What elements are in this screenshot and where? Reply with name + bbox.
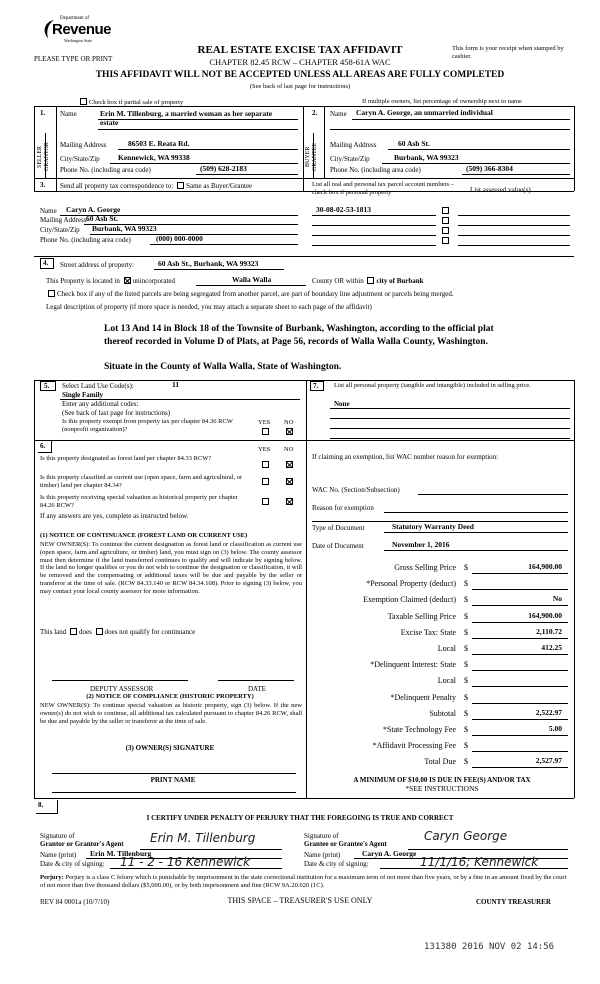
tax-row-label: *State Technology Fee [382,725,456,734]
minimum-due-note: A MINIMUM OF $10.00 IS DUE IN FEE(S) AND/OR TAX [353,776,531,784]
section-7-number: 7. [313,382,319,390]
land-does-checkbox[interactable] [70,628,77,635]
tax-row-currency: $ [464,725,468,734]
tax-row-currency: $ [464,595,468,604]
current-use-no-checkbox[interactable] [286,478,293,485]
grantee-date-city[interactable]: 11/1/16; Kennewick [420,855,539,869]
tax-city-label: City/State/Zip [40,226,80,234]
grantee-sig-label [304,832,387,848]
grantor-sig-label-a: Signature of [40,832,75,840]
partial-sale-label: Check box if partial sale of property [89,99,184,106]
assessed-value-label: List assessed value(s) [470,186,531,194]
segregated-checkbox[interactable] [48,290,55,297]
see-back-note: (See back of last page for instructions) [249,83,351,90]
tax-row-value[interactable]: 412.25 [541,643,562,652]
buyer-phone-label: Phone No. (including area code) [330,166,421,174]
segregated-row [46,290,454,298]
warning-banner: THIS AFFIDAVIT WILL NOT BE ACCEPTED UNLESS ALL AREAS ARE FULLY COMPLETED [95,70,505,80]
tax-row-label: Subtotal [429,709,456,718]
parcel-1-personal-checkbox[interactable] [442,207,449,214]
grantor-name[interactable]: Erin M. Tillenburg [90,849,152,858]
deputy-assessor-label: DEPUTY ASSESSOR [90,685,154,693]
s6-no-header: NO [284,446,294,453]
tax-row-currency: $ [464,693,468,702]
exempt-no-checkbox[interactable] [286,428,293,435]
tax-row-currency: $ [464,612,468,621]
continuance-row [40,628,195,636]
this-land-label: This land [40,628,67,636]
additional-codes-label: Enter any additional codes: [62,400,139,408]
grantee-name-label: Name (print) [304,851,341,859]
does-not-label: does not qualify for continuance [104,628,196,636]
send-correspondence-label: Send all property tax correspondence to: [60,182,174,190]
legal-situate[interactable]: Situate in the County of Walla Walla, State of Washington. [104,362,342,372]
tax-row-currency: $ [464,579,468,588]
receipt-note: This form is your receipt when stamped by cashier. [452,45,564,60]
assessor-date-label: DATE [248,685,266,693]
tax-row-value[interactable]: No [552,594,562,603]
grantor-date-label: Date & city of signing: [40,860,105,868]
tax-row-label: *Delinquent Penalty [390,693,456,702]
within-city-checkbox[interactable] [367,277,374,284]
section-1-number: 1. [40,109,46,117]
notice-compliance-title: (2) NOTICE OF COMPLIANCE (HISTORIC PROPERTY) [86,693,254,700]
land-use-label: Select Land Use Code(s): [62,382,134,390]
tax-row-label: *Personal Property (deduct) [366,579,456,588]
seller-phone[interactable]: (509) 628-2183 [200,164,247,173]
personal-property-value[interactable]: None [334,400,350,408]
notice-continuance-title: (1) NOTICE OF CONTINUANCE (FOREST LAND OR CURRENT USE) [40,532,248,539]
grantor-date-city[interactable]: 11 - 2 - 16 Kennewick [120,855,251,869]
exempt-yes-checkbox[interactable] [262,428,269,435]
land-does-not-checkbox[interactable] [96,628,103,635]
does-label: does [79,628,92,636]
tax-row-currency: $ [464,628,468,637]
doc-date[interactable]: November 1, 2016 [392,540,450,549]
parcel-personal-checkboxes [440,207,451,245]
historic-question: Is this property receiving special valuation as historical property per chapter 84.26 RCW? [40,494,238,509]
historic-yes-checkbox[interactable] [262,498,269,505]
tax-mailing-label: Mailing Address [40,216,87,224]
buyer-grantee-label: BUYER GRANTEE [305,143,318,171]
notice-continuance-text: NEW OWNER(S): To continue the current designation as forest land or classification as current use (open space, farm and agriculture, or timber) land, you must sign on (3) below. The county assessor must then determine if the land transferred continues to qualify and will indicate by signing below. If the land no longer qualifies or you do not wish to continue the designation or classification, it will be removed and the compensating or additional taxes will be due and payable by the seller or transferor at the time of sale. (RCW 84.33.140 or RCW 84.34.108). Prior to signing (3) below, you may contact your local county assessor for more information. [40,541,302,595]
legal-description[interactable]: Lot 13 And 14 in Block 18 of the Townsite of Burbank, Washington, according to the official plat thereof recorded in Volume D of Plats, at Page 56, records of Walla Walla County, Washington. [104,324,494,347]
buyer-city-label: City/State/Zip [330,155,370,163]
tax-row-currency: $ [464,709,468,718]
parcel-4-personal-checkbox[interactable] [442,237,449,244]
buyer-name[interactable]: Caryn A. George, an unmarried individual [356,108,493,117]
buyer-city[interactable]: Burbank, WA 99323 [394,153,459,162]
send-correspondence-row [60,182,252,190]
street-label: Street address of property: [60,261,135,269]
grantee-name[interactable]: Caryn A. George [362,849,417,858]
doc-type[interactable]: Statutory Warranty Deed [392,522,474,531]
tax-row-label: Local [437,644,456,653]
section-8-number: 8. [38,801,44,809]
section-3-number: 3. [40,181,46,189]
treasurer-use-note: THIS SPACE – TREASURER'S USE ONLY [227,896,373,905]
print-instruction: PLEASE TYPE OR PRINT [34,55,113,63]
wac-label: WAC No. (Section/Subsection) [312,486,400,494]
grantee-agent-label: Grantee or Grantee's Agent [304,840,387,849]
tax-name-label: Name [40,207,57,215]
exemption-label: If claiming an exemption, list WAC number reason for exemption: [312,453,499,461]
forest-yes-checkbox[interactable] [262,461,269,468]
unincorporated-checkbox[interactable] [124,277,131,284]
land-use-desc[interactable]: Single Family [62,391,104,399]
forest-land-question: Is this property designated as forest land per chapter 84.33 RCW? [40,455,212,462]
section-4-number: 4. [43,259,49,267]
current-use-yes-checkbox[interactable] [262,478,269,485]
tax-row-value[interactable]: 2,527.97 [535,756,562,765]
tax-row-value[interactable]: 2,522.97 [535,708,562,717]
street-address[interactable]: 60 Ash St., Burbank, WA 99323 [158,259,259,268]
land-use-code[interactable]: 11 [172,380,180,389]
tax-row-label: Local [437,676,456,685]
land-use-see-back: (See back of last page for instructions) [62,409,171,417]
buyer-mailing[interactable]: 60 Ash St. [398,139,430,148]
tax-phone-label: Phone No. (including area code) [40,236,131,244]
location-row [46,277,175,285]
tax-row-value[interactable]: 2,110.72 [536,627,562,636]
logo-state-text: Washington State [64,38,93,43]
multiple-owners-note: If multiple owners, list percentage of ownership next to name [362,98,522,105]
tax-row-value[interactable]: 5.00 [548,724,562,733]
certify-statement: I CERTIFY UNDER PENALTY OF PERJURY THAT THE FOREGOING IS TRUE AND CORRECT [146,814,454,822]
parcel-list-label: List all real and personal tax parcel account numbers – check box if personal property [312,181,455,196]
tax-row-label: Taxable Selling Price [387,612,456,621]
see-instructions-note: *SEE INSTRUCTIONS [405,784,479,793]
grantor-name-label: Name (print) [40,851,77,859]
tax-row-label: Excise Tax: State [400,628,456,637]
grantor-sig-label [40,832,124,848]
tax-row-label: *Delinquent Interest: State [370,660,456,669]
historic-no-checkbox[interactable] [286,498,293,505]
personal-property-label: List all personal property (tangible and intangible) included in selling price. [334,382,531,389]
county-or-label: County OR within [312,277,364,285]
section-5-number: 5. [44,382,50,390]
seller-grantor-label: SELLER GRANTOR [37,142,50,172]
if-yes-note: If any answers are yes, complete as instructed below. [40,512,189,520]
s5-no-header: NO [284,419,294,426]
buyer-mailing-label: Mailing Address [330,141,377,149]
seller-mailing-label: Mailing Address [60,141,107,149]
parcel-3-personal-checkbox[interactable] [442,227,449,234]
s6-yes-header: YES [258,446,271,453]
tax-row-label: Gross Selling Price [394,563,456,572]
form-revision: REV 84 0001a (10/7/10) [40,898,110,906]
form-chapter: CHAPTER 82.45 RCW – CHAPTER 458-61A WAC [209,57,391,67]
tax-row-label: *Affidavit Processing Fee [372,741,456,750]
grantee-signature[interactable]: Caryn George [424,829,508,843]
county-name[interactable]: Walla Walla [232,275,272,284]
seller-name[interactable]: Erin M. Tillenburg, a married woman as her separate estate [100,109,273,127]
grantor-agent-label: Grantor or Grantor's Agent [40,840,124,849]
perjury-label: Perjury: [40,874,64,881]
city-of-label: city of Burbank [376,277,424,285]
segregated-label: Check box if any of the listed parcels are being segregated from another parcel, are part of boundary line adjustment or parcels being merged. [57,290,454,298]
exempt-question: Is this property exempt from property tax per chapter 84.36 RCW (nonprofit organization)? [62,418,233,433]
logo-dept-text: Department of [60,16,90,21]
grantor-signature[interactable]: Erin M. Tillenburg [150,831,256,845]
doc-type-label: Type of Document [312,524,365,532]
tax-row-currency: $ [464,676,468,685]
grantee-sig-label-a: Signature of [304,832,339,840]
print-name-label: PRINT NAME [150,776,196,784]
same-as-buyer-checkbox[interactable] [177,182,184,189]
tax-row-value[interactable]: 164,900.00 [528,611,562,620]
owner-signature-label: (3) OWNER(S) SIGNATURE [125,744,215,752]
same-as-buyer-label: Same as Buyer/Grantee [186,182,253,190]
tax-city[interactable]: Burbank, WA 99323 [92,224,157,233]
tax-name[interactable]: Caryn A. George [66,205,121,214]
s5-yes-header: YES [258,419,271,426]
tax-mailing[interactable]: 60 Ash St. [86,214,118,223]
recording-stamp: 131380 2016 NOV 02 14:56 [424,942,555,952]
county-within-row [312,277,424,285]
seller-city-label: City/State/Zip [60,155,100,163]
tax-row-currency: $ [464,644,468,653]
buyer-phone[interactable]: (509) 366-8304 [466,164,513,173]
legal-description-label: Legal description of property (if more space is needed, you may attach a separate sheet to each page of the affidavit) [46,303,372,311]
tax-phone[interactable]: (000) 000-0000 [156,234,203,243]
tax-row-label: Total Due [424,757,456,766]
perjury-text: Perjury is a class C felony which is punishable by imprisonment in the state correctional institution for a maximum term of not more than five years, or by a fine in an amount fixed by the court of not more than five thousand dollars ($5,000.00), or by both imprisonment and fine (RCW 9A.20.020 (1C). [40,874,567,889]
section-2-number: 2. [312,109,318,117]
perjury-notice [40,874,570,890]
unincorporated-label: unincorporated [132,277,176,285]
buyer-name-label: Name [330,110,347,118]
seller-mailing[interactable]: 86503 E. Reata Rd. [128,139,190,148]
parcel-number[interactable]: 30-08-02-53-1813 [316,205,371,214]
notice-compliance-text: NEW OWNER(S): To continue special valuation as historic property, sign (3) below. If the new owner(s) do not wish to continue, all additional tax calculated pursuant to chapter 84.26 RCW, shall be due and payable by the seller or transferor at the time of sale. [40,702,302,725]
tax-row-currency: $ [464,757,468,766]
tax-row-currency: $ [464,741,468,750]
doc-date-label: Date of Document [312,542,364,550]
county-treasurer-label: COUNTY TREASURER [476,898,551,906]
forest-no-checkbox[interactable] [286,461,293,468]
grantee-date-label: Date & city of signing: [304,860,369,868]
current-use-question: Is this property classified as current use (open space, farm and agricultural, or timber) land per chapter 84.34? [40,474,243,489]
section-6-number: 6. [40,442,46,450]
tax-row-currency: $ [464,660,468,669]
logo-revenue-text: Revenue [52,21,112,38]
tax-row-value[interactable]: 164,900.00 [528,562,562,571]
partial-sale-checkbox[interactable] [80,98,87,105]
seller-city[interactable]: Kennewick, WA 99338 [118,153,190,162]
seller-name-label: Name [60,110,77,118]
seller-phone-label: Phone No. (including area code) [60,166,151,174]
tax-row-label: Exemption Claimed (deduct) [363,595,456,604]
parcel-2-personal-checkbox[interactable] [442,217,449,224]
tax-row-currency: $ [464,563,468,572]
reason-label: Reason for exemption [312,504,374,512]
form-title: REAL ESTATE EXCISE TAX AFFIDAVIT [197,44,403,56]
located-label: This Property is located in [46,277,120,285]
